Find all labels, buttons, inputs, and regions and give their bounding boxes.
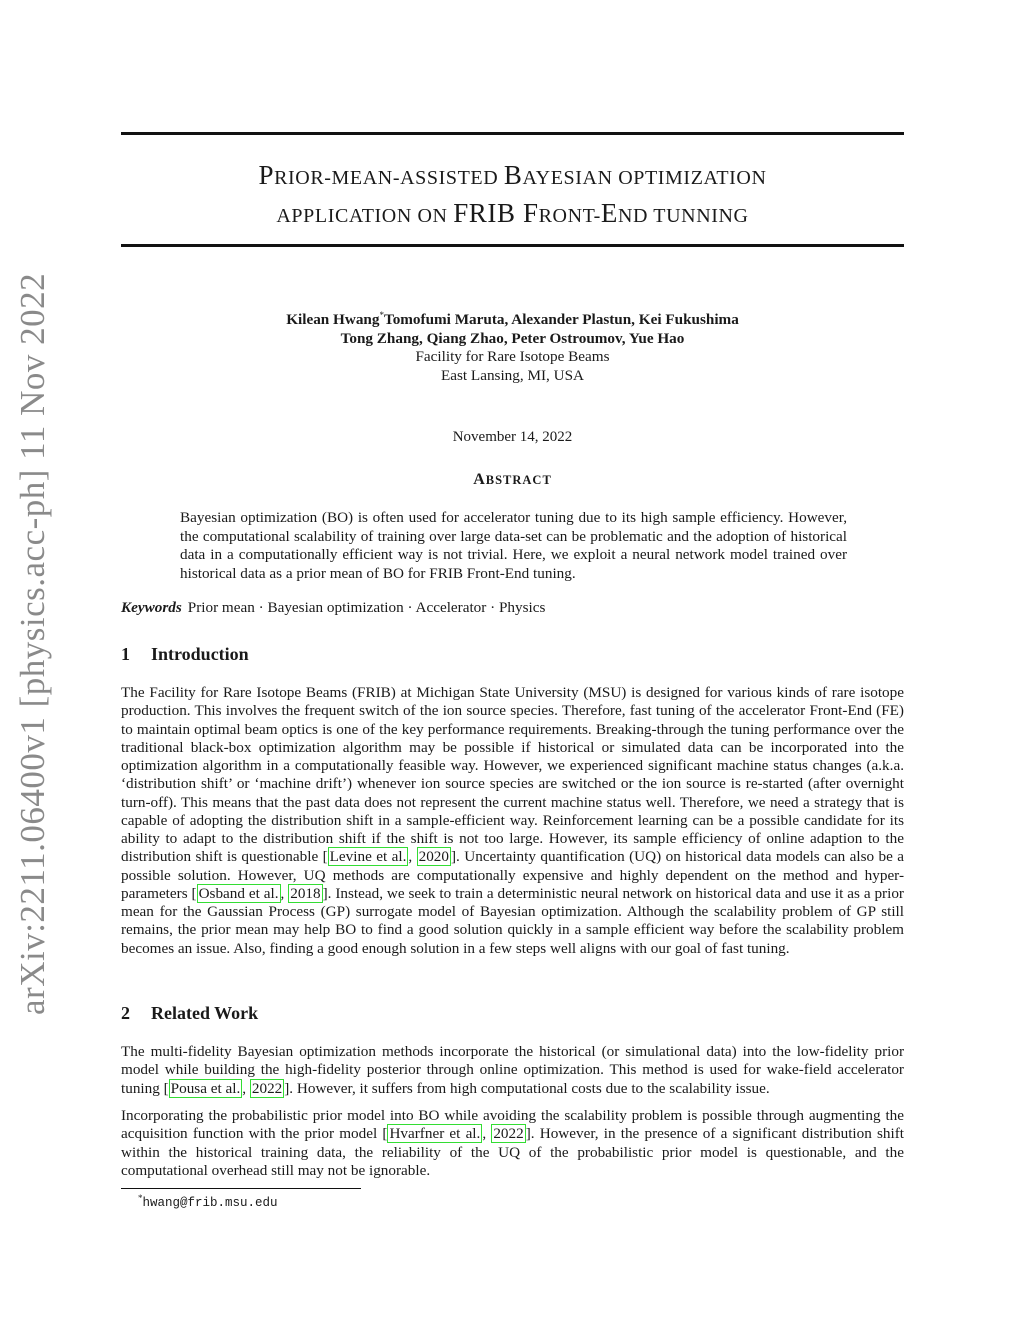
title-line-2: APPLICATION ON FRIB FRONT-END TUNNING bbox=[276, 198, 749, 228]
footnote-rule bbox=[121, 1188, 361, 1189]
author-list-line-1: Tomofumi Maruta, Alexander Plastun, Kei Fukushima bbox=[383, 311, 739, 329]
section-heading-related-work: 2 Related Work bbox=[121, 1003, 259, 1023]
citation-hvarfner-year[interactable]: 2022 bbox=[493, 1125, 524, 1143]
title-line-1: PRIOR-MEAN-ASSISTED BAYESIAN OPTIMIZATION bbox=[258, 160, 767, 190]
title-bottom-rule bbox=[121, 244, 904, 247]
related-work-paragraph-1: The multi-fidelity Bayesian optimization methods incorporate the historical (or simulational data) into the low-fidelity prior model while building the high-fidelity posterior through online optimization. This method is used for wake-field accelerator tuning [ Pousa et al. , 2022 ]. However, it suffers from high computational costs due to the scalability issue. bbox=[121, 1043, 904, 1097]
citation-pousa-year[interactable]: 2022 bbox=[251, 1079, 283, 1097]
paper-date: November 14, 2022 bbox=[452, 429, 573, 445]
citation-osband-year[interactable]: 2018 bbox=[290, 884, 321, 902]
keywords bbox=[121, 599, 904, 617]
author-block bbox=[121, 306, 904, 385]
title-top-rule bbox=[121, 132, 904, 135]
related-work-paragraph-2: Incorporating the probabilistic prior model into BO while avoiding the scalability problem is possible through augmenting the acquisition function with the prior model [ Hvarfner et al. , 2022 ]. However, in the presence of a significant distribution shift within the historical training data, the reliability of the UQ of the probabilistic prior model is questionable, and the computational overhead still may not be ignorable. bbox=[121, 1107, 905, 1179]
paper-title bbox=[121, 158, 904, 234]
citation-hvarfner-author[interactable]: Hvarfner et al. bbox=[389, 1125, 481, 1143]
introduction-paragraph: The Facility for Rare Isotope Beams (FRIB) at Michigan State University (MSU) is designed for various kinds of rare isotope production. This involves the frequent switch of the ion source species. Therefore, fast tuning of the accelerator Front-End (FE) to maintain optimal beam optics is one of the key performance requirements. Breaking-through the tuning performance over the traditional black-box optimization algorithm may be possible if historical or simulated data can be incorporated into the optimization algorithm in a computationally feasible way. However, we experienced significant machine status changes (a.k.a. ‘distribution shift’ or ‘machine drift’) whenever ion source species are switched or the ion source is re-started (after overnight turn-off). This means that the past data does not represent the current machine status well. Therefore, we need a strategy that is capable of adopting the distribution shift in a sample-efficient way. Reinforcement learning can be a possible candidate for its ability to adapt to the distribution shift if the shift is not too large. However, its sample efficiency of online adaption to the distribution shift is questionable [ Levine et al. , 2020 ]. Uncertainty quantification (UQ) on historical data models can also be a possible solution. However, UQ methods are computationally expensive and highly dependent on the method and hyper-parameters [ Osband et al. , 2018 ]. Instead, we seek to train a deterministic neural network on historical data and use it as a prior mean for the Gaussian Process (GP) surrogate model of Bayesian optimization. Although the scalability problem of GP still remains, the prior mean may help BO to find a good solution quickly in a sample efficient way before the scalability problem becomes an issue. Also, finding a good enough solution in a few steps well aligns with our goal of fast tuning. bbox=[121, 684, 905, 957]
keywords-label: Keywords bbox=[121, 599, 182, 616]
footnote-email[interactable]: hwang@frib.msu.edu bbox=[142, 1196, 278, 1211]
citation-levine-year[interactable]: 2020 bbox=[418, 848, 449, 866]
footnote: *hwang@frib.msu.edu bbox=[138, 1193, 278, 1211]
section-heading-introduction: 1 Introduction bbox=[121, 644, 249, 664]
author-first: Kilean Hwang bbox=[286, 311, 380, 329]
arxiv-identifier-stamp: arXiv:2211.06400v1 [physics.acc-ph] 11 Nov 2022 bbox=[13, 272, 52, 1015]
keywords-list: Prior mean · Bayesian optimization · Accelerator · Physics bbox=[187, 599, 546, 616]
citation-pousa-author[interactable]: Pousa et al. bbox=[170, 1079, 241, 1097]
author-footnote-mark[interactable]: * bbox=[379, 310, 384, 320]
location: East Lansing, MI, USA bbox=[440, 366, 584, 384]
citation-levine-author[interactable]: Levine et al. bbox=[329, 848, 407, 866]
author-list-line-2: Tong Zhang, Qiang Zhao, Peter Ostroumov, Yue Hao bbox=[340, 329, 685, 347]
citation-osband-author[interactable]: Osband et al. bbox=[198, 884, 279, 902]
abstract-heading: ABSTRACT bbox=[473, 471, 552, 488]
affiliation: Facility for Rare Isotope Beams bbox=[415, 348, 610, 366]
abstract-text: Bayesian optimization (BO) is often used for accelerator tuning due to its high sample efficiency. However, the computational scalability of training over large data-set can be problematic and the adoption of historical data in a computationally efficient way is not trivial. Here, we exploit a neural network model trained over historical data as a prior mean of BO for FRIB Front-End tuning. bbox=[180, 509, 847, 582]
